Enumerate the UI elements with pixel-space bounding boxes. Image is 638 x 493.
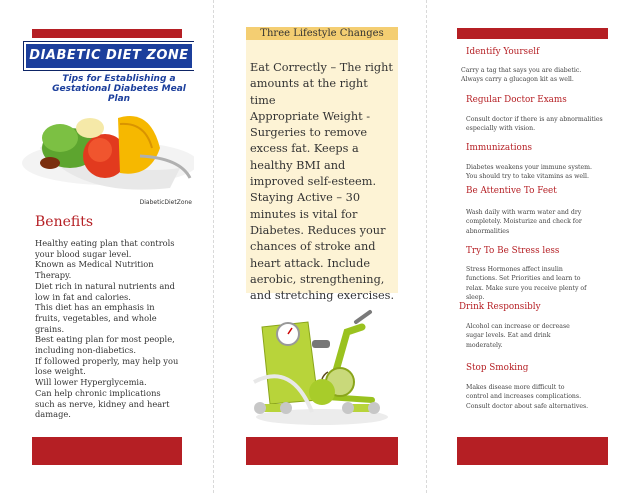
section-title-stress: Try To Be Stress less <box>466 246 560 256</box>
section-title-feet: Be Attentive To Feet <box>466 186 557 196</box>
section-line: Wash daily with warm water and dry <box>466 209 582 216</box>
benefits-line: Therapy. <box>35 270 72 281</box>
section-line: functions. Set Priorities and learn to <box>466 275 581 283</box>
section-line: Diabetes weakens your immune system. <box>466 164 592 171</box>
section-line: sugar levels. Eat and drink <box>466 332 551 340</box>
section-line: moderately. <box>466 341 503 349</box>
section-body-drink <box>466 322 616 350</box>
benefits-line: Best eating plan for most people, <box>35 334 175 345</box>
benefits-heading: Benefits <box>35 214 94 230</box>
section-line: Consult doctor about safe alternatives. <box>466 402 589 410</box>
bottom-bar-right <box>457 437 608 465</box>
benefits-line: your blood sugar level. <box>35 248 132 259</box>
lifestyle-line: minutes is vital for <box>250 207 358 221</box>
benefits-line: damage. <box>35 409 71 420</box>
section-title-immunizations: Immunizations <box>466 143 533 153</box>
benefits-line: lose weight. <box>35 366 86 377</box>
benefits-line: including non-diabetics. <box>35 345 137 356</box>
lifestyle-line: heart attack. Include <box>250 256 371 270</box>
benefits-line: Can help chronic implications <box>35 387 161 398</box>
top-bar-right <box>457 28 608 39</box>
benefits-line: Healthy eating plan that controls <box>35 238 175 248</box>
lifestyle-line: excess fat. Keeps a <box>250 142 359 156</box>
section-body-feet <box>466 208 616 236</box>
lifestyle-line: aerobic, strengthening, <box>250 272 385 286</box>
lifestyle-line: healthy BMI and <box>250 158 346 172</box>
lifestyle-header: Three Lifestyle Changes <box>246 27 398 40</box>
section-line: completely. Moisturize and check for <box>466 218 582 226</box>
benefits-line: such as nerve, kidney and heart <box>35 398 170 409</box>
lifestyle-line: chances of stroke and <box>250 240 376 254</box>
section-line: Carry a tag that says you are diabetic. <box>461 67 582 74</box>
lifestyle-line: improved self-esteem. <box>250 175 377 189</box>
section-line: sleep. <box>466 293 485 301</box>
benefits-line: This diet has an emphasis in <box>35 302 155 313</box>
section-line: Stress Hormones affect insulin <box>466 266 563 273</box>
lifestyle-body <box>250 60 396 304</box>
section-body-smoking <box>466 383 616 411</box>
section-line: especially with vision. <box>466 125 536 133</box>
fold-line-left <box>213 0 214 493</box>
section-title-drink: Drink Responsibly <box>459 302 541 312</box>
section-title-identify: Identify Yourself <box>466 47 540 57</box>
cover-image <box>20 38 194 210</box>
lifestyle-line: Eat Correctly – The right <box>250 61 393 74</box>
section-title-smoking: Stop Smoking <box>466 363 529 373</box>
benefits-line: Known as Medical Nutrition <box>35 259 154 270</box>
cover-subtitle: Tips for Establishing a Gestational Diabetes Meal Plan <box>52 74 186 104</box>
section-line: relax. Make sure you receive plenty of <box>466 284 587 292</box>
bottom-bar-left <box>32 437 182 465</box>
cover-title: DIABETIC DIET ZONE <box>24 42 194 70</box>
benefits-line: If followed properly, may help you <box>35 355 179 366</box>
lifestyle-line: Appropriate Weight - <box>250 109 371 123</box>
fitness-equipment-illustration <box>252 292 392 427</box>
benefits-line: fruits, vegetables, and whole <box>35 312 157 323</box>
section-line: Alcohol can increase or decrease <box>466 323 570 330</box>
section-body-immunizations <box>466 163 616 182</box>
bottom-bar-middle <box>246 437 398 465</box>
lifestyle-line: Diabetes. Reduces your <box>250 223 386 237</box>
lifestyle-line: amounts at the right time <box>250 77 368 107</box>
section-line: abnormalities <box>466 227 510 235</box>
section-body-stress <box>466 265 616 302</box>
section-line: Consult doctor if there is any abnormalities <box>466 116 603 123</box>
benefits-line: Will lower Hyperglycemia. <box>35 377 147 388</box>
benefits-line: grains. <box>35 323 65 334</box>
section-body-doctor-exams <box>466 115 616 134</box>
top-bar-left <box>32 29 182 38</box>
benefits-line: low in fat and calories. <box>35 291 131 302</box>
cover-site-name: DiabeticDietZone <box>139 199 192 206</box>
section-line: Always carry a glucagon kit as well. <box>461 76 574 84</box>
lifestyle-line: Staying Active – 30 <box>250 191 361 205</box>
section-title-doctor-exams: Regular Doctor Exams <box>466 95 567 105</box>
lifestyle-line: Surgeries to remove <box>250 126 368 140</box>
lifestyle-line: and stretching exercises. <box>250 289 395 303</box>
section-line: You should try to take vitamins as well. <box>466 173 589 181</box>
benefits-list <box>35 238 185 420</box>
section-line: control and increases complications. <box>466 393 582 401</box>
fold-line-right <box>426 0 427 493</box>
benefits-line: Diet rich in natural nutrients and <box>35 280 175 291</box>
section-line: Makes disease more difficult to <box>466 384 565 391</box>
section-body-identify <box>461 66 611 85</box>
